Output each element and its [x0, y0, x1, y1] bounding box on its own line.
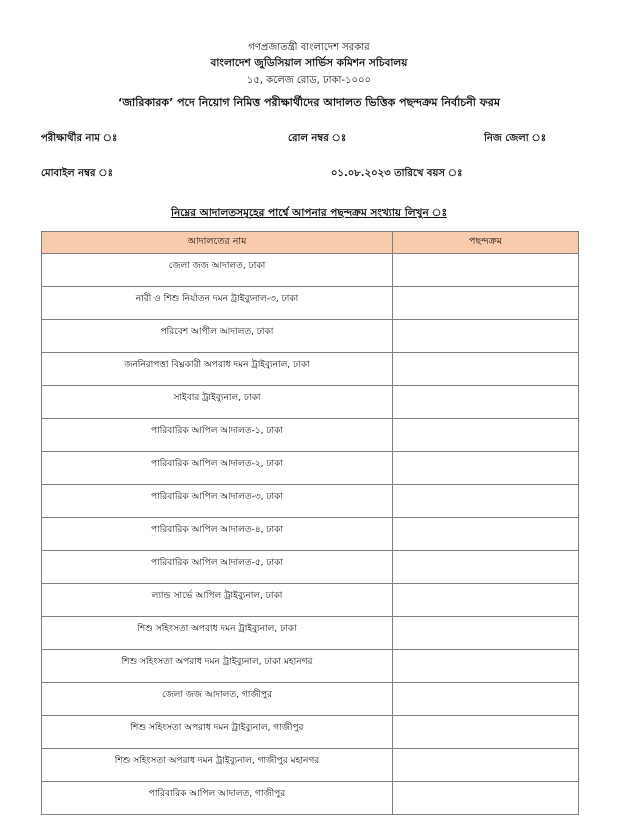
preference-cell[interactable]	[393, 584, 579, 617]
table-row	[42, 419, 579, 452]
instruction-text: নিম্নের আদালতসমূহের পার্শ্বে আপনার পছন্দক্রম সংখ্যায় লিখুন ঃ	[170, 207, 448, 219]
court-name-cell: শিশু সহিংসতা অপরাধ দমন ট্রাইব্যুনাল, ঢাকা	[42, 617, 393, 650]
court-name-cell: পারিবারিক আপিল আদালত-২, ঢাকা	[42, 452, 393, 485]
preference-cell[interactable]	[393, 716, 579, 749]
form-title: ‘জারিকারক’ পদে নিয়োগ নিমিত্ত পরীক্ষার্থীদের আদালত ভিত্তিক পছন্দক্রম নির্বাচনী ফরম	[118, 96, 500, 109]
age-on-date-label: ০১.০৮.২০২৩ তারিখে বয়স ঃ	[331, 168, 463, 179]
roll-number-label: রোল নম্বর ঃ	[288, 133, 347, 144]
government-line: গণপ্রজাতন্ত্রী বাংলাদেশ সরকার	[248, 42, 370, 53]
table-row	[42, 386, 579, 419]
table-row	[42, 287, 579, 320]
table-row	[42, 485, 579, 518]
table-row	[42, 716, 579, 749]
home-district-label: নিজ জেলা ঃ	[484, 133, 547, 144]
court-name-cell: শিশু সহিংসতা অপরাধ দমন ট্রাইব্যুনাল, গাজীপুর মহানগর	[42, 749, 393, 782]
table-row	[42, 551, 579, 584]
table-row	[42, 353, 579, 386]
court-name-cell: শিশু সহিংসতা অপরাধ দমন ট্রাইব্যুনাল, ঢাকা মহানগর	[42, 650, 393, 683]
preference-cell[interactable]	[393, 254, 579, 287]
court-name-cell: পারিবারিক আপিল আদালত-৫, ঢাকা	[42, 551, 393, 584]
preference-cell[interactable]	[393, 452, 579, 485]
preference-cell[interactable]	[393, 518, 579, 551]
secretariat-line: বাংলাদেশ জুডিসিয়াল সার্ভিস কমিশন সচিবালয়	[210, 57, 408, 69]
court-name-cell: পরিবেশ আপীল আদালত, ঢাকা	[42, 320, 393, 353]
address-line: ১৫, কলেজ রোড, ঢাকা-১০০০	[246, 75, 372, 86]
court-name-cell: নারী ও শিশু নির্যাতন দমন ট্রাইব্যুনাল-৩, ঢাকা	[42, 287, 393, 320]
table-row	[42, 320, 579, 353]
court-name-cell: পারিবারিক আপিল আদালত-৪, ঢাকা	[42, 518, 393, 551]
preference-cell[interactable]	[393, 551, 579, 584]
preference-cell[interactable]	[393, 650, 579, 683]
preference-cell[interactable]	[393, 419, 579, 452]
court-name-header: আদালতের নাম	[42, 232, 393, 254]
preference-cell[interactable]	[393, 617, 579, 650]
table-row	[42, 782, 579, 815]
preference-cell[interactable]	[393, 749, 579, 782]
court-name-cell: সাইবার ট্রাইব্যুনাল, ঢাকা	[42, 386, 393, 419]
candidate-name-label: পরীক্ষার্থীর নাম ঃ	[41, 133, 118, 144]
preference-header: পছন্দক্রম	[393, 232, 579, 254]
table-row	[42, 617, 579, 650]
table-row	[42, 683, 579, 716]
court-name-cell: ল্যান্ড সার্ভে আপিল ট্রাইব্যুনাল, ঢাকা	[42, 584, 393, 617]
preference-cell[interactable]	[393, 386, 579, 419]
court-name-cell: পারিবারিক আপিল আদালত-৩, ঢাকা	[42, 485, 393, 518]
preference-cell[interactable]	[393, 320, 579, 353]
preference-cell[interactable]	[393, 782, 579, 815]
court-name-cell: জননিরাপত্তা বিঘ্নকারী অপরাধ দমন ট্রাইব্যুনাল, ঢাকা	[42, 353, 393, 386]
court-name-cell: পারিবারিক আপিল আদালত-১, ঢাকা	[42, 419, 393, 452]
preference-cell[interactable]	[393, 683, 579, 716]
court-name-cell: শিশু সহিংসতা অপরাধ দমন ট্রাইব্যুনাল, গাজীপুর	[42, 716, 393, 749]
court-name-cell: পারিবারিক আপিল আদালত, গাজীপুর	[42, 782, 393, 815]
mobile-number-label: মোবাইল নম্বর ঃ	[41, 168, 113, 179]
preference-cell[interactable]	[393, 287, 579, 320]
court-name-cell: জেলা জজ আদালত, গাজীপুর	[42, 683, 393, 716]
table-row	[42, 584, 579, 617]
table-row	[42, 254, 579, 287]
table-row	[42, 749, 579, 782]
table-header-row	[42, 232, 579, 254]
preference-cell[interactable]	[393, 353, 579, 386]
court-preference-table	[41, 231, 579, 815]
court-name-cell: জেলা জজ আদালত, ঢাকা	[42, 254, 393, 287]
preference-cell[interactable]	[393, 485, 579, 518]
table-row	[42, 518, 579, 551]
table-row	[42, 650, 579, 683]
table-row	[42, 452, 579, 485]
